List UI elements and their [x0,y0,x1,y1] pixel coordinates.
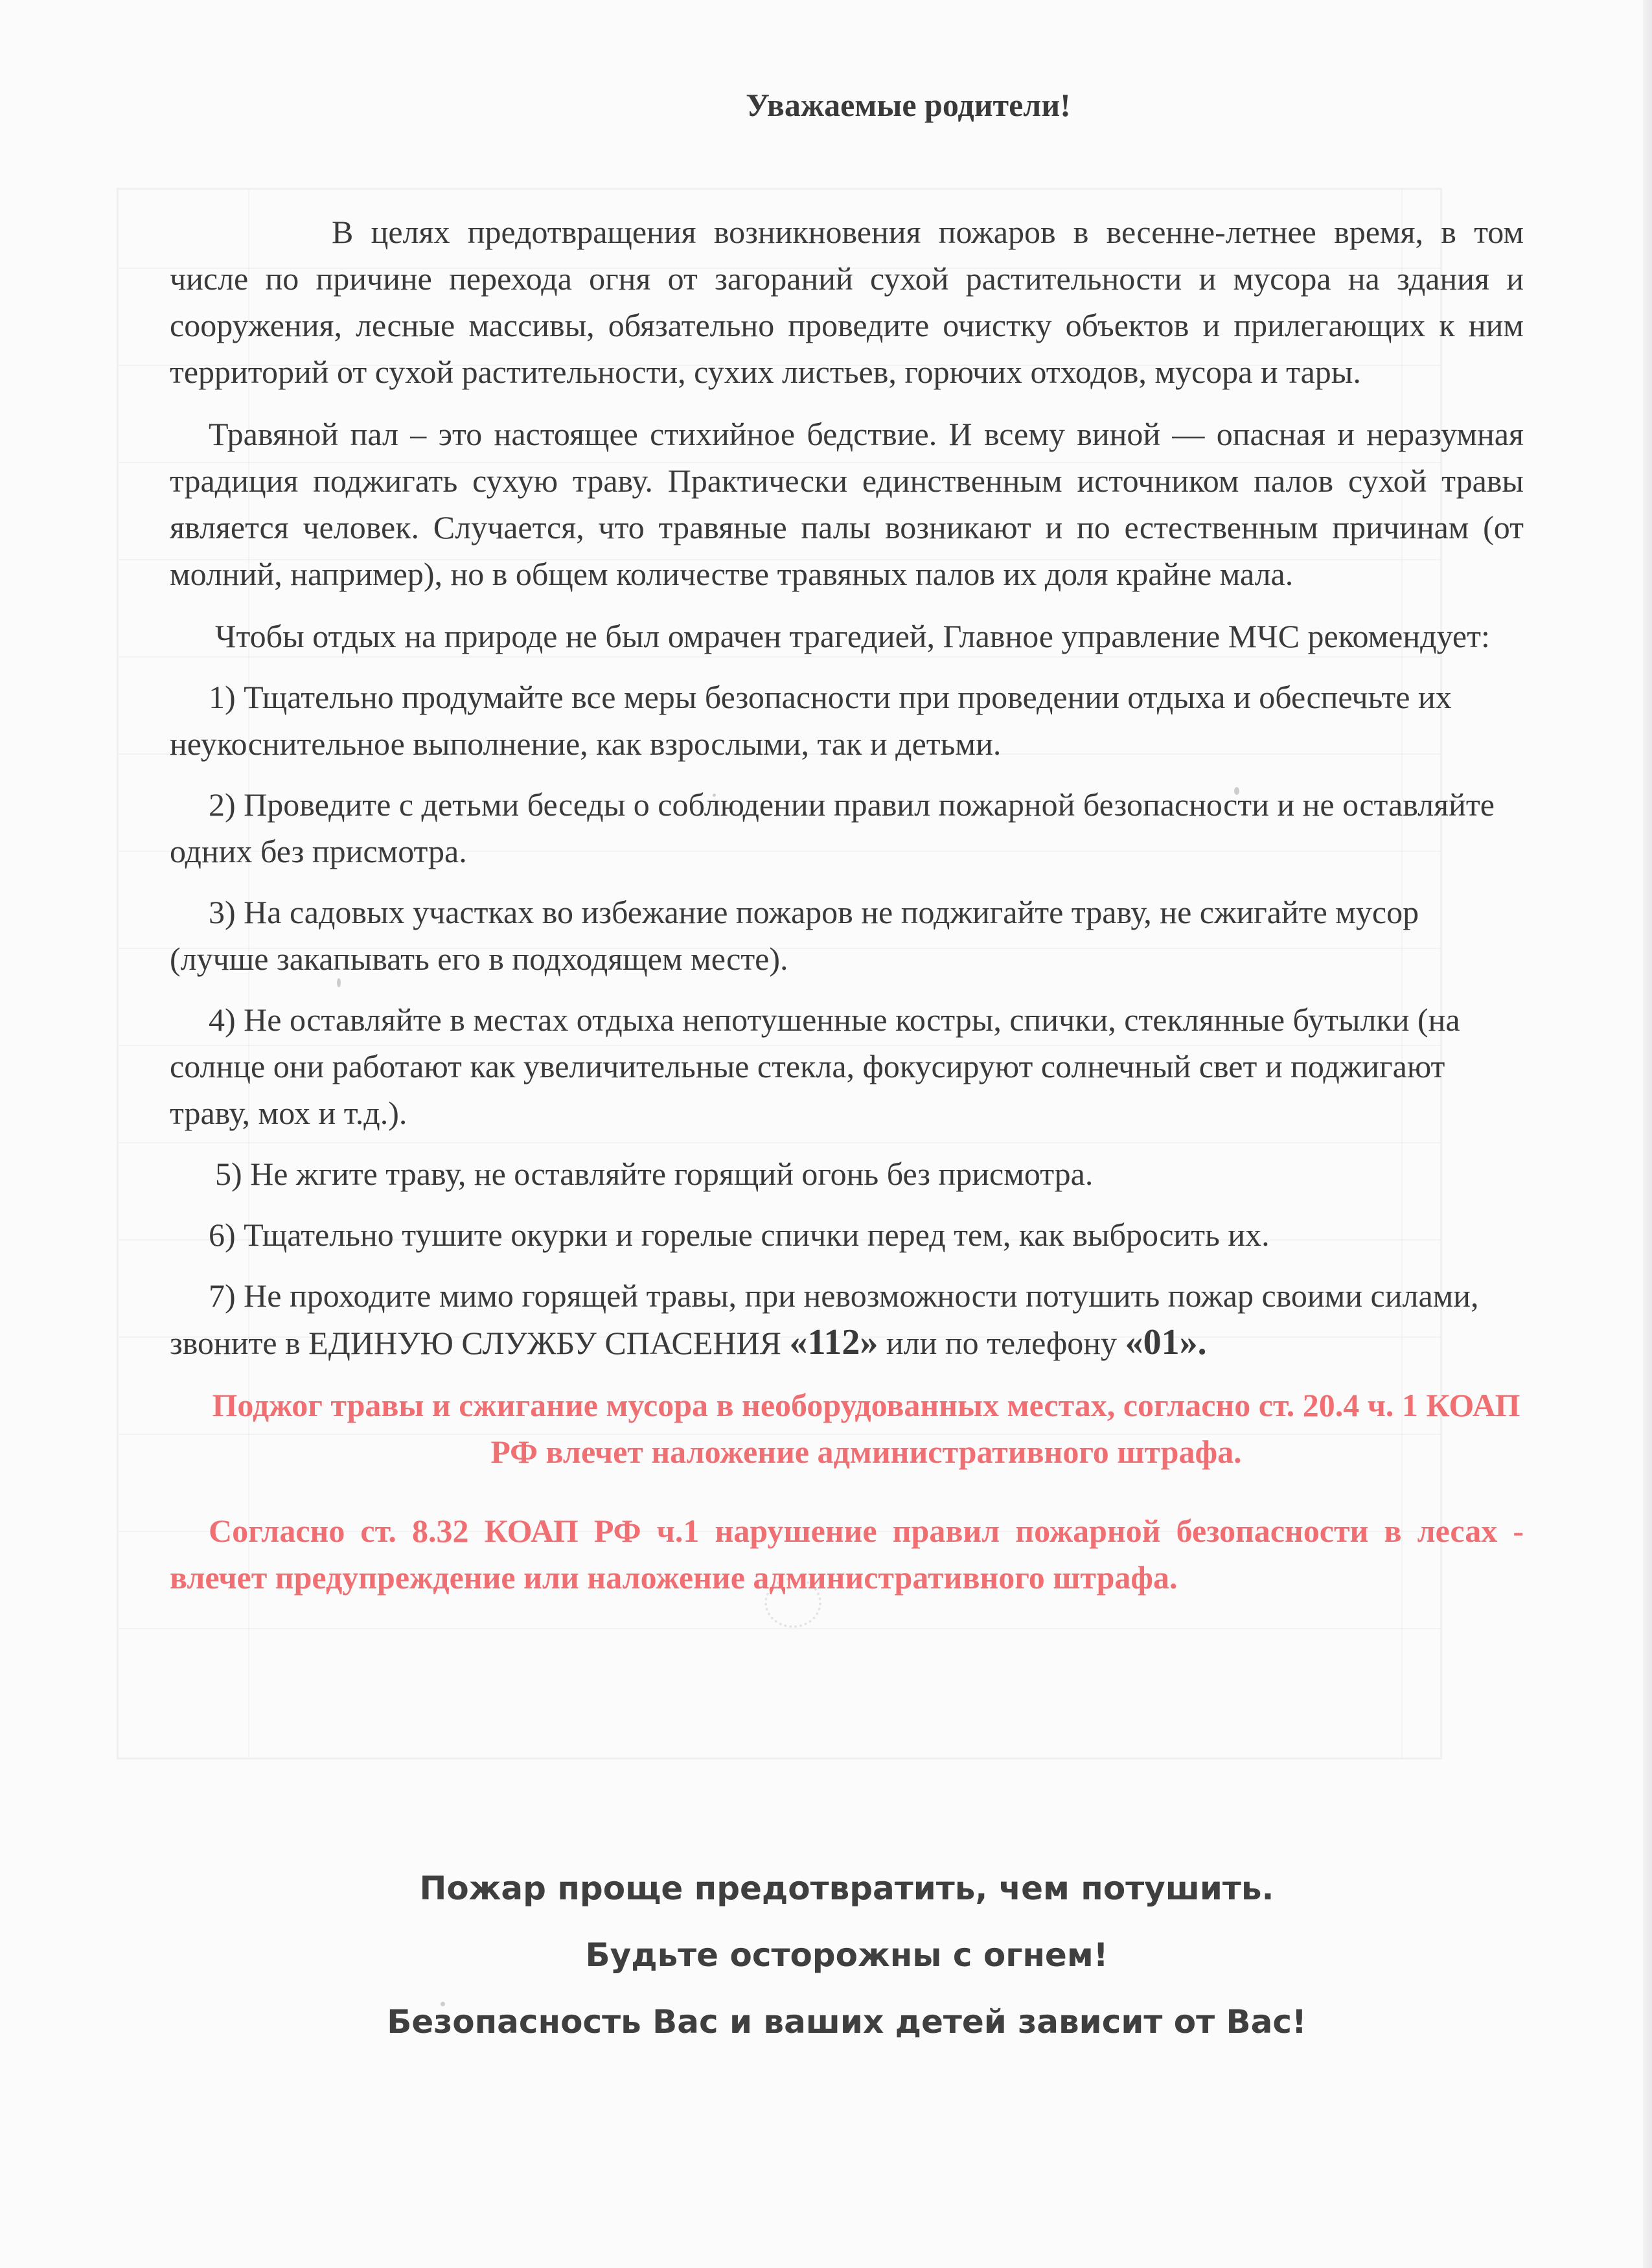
recommendation-item-4: 4) Не оставляйте в местах отдыха непотушенные костры, спички, стеклянные бутылки (на солнце они работают как увеличительные стекла, фокусируют солнечный свет и поджигают траву, мох и т.д.). [170,1002,1460,1131]
recommendation-item-3: 3) На садовых участках во избежание пожаров не поджигайте траву, не сжигайте мусор (лучше закапывать его в подходящем месте). [170,894,1419,977]
scan-edge-shadow [1643,0,1652,2268]
warning-fine-forest-safety: Согласно ст. 8.32 КОАП РФ ч.1 нарушение правил пожарной безопасности в лесах - влечет предупреждение или наложение административного штрафа. [170,1513,1524,1596]
slogan-prevent: Пожар проще предотвратить, чем потушить. [419,1870,1274,1907]
grass-fire-paragraph: Травяной пал – это настоящее стихийное бедствие. И всему виной — опасная и неразумная традиция поджигать сухую траву. Практически единственным источником палов сухой травы является человек. Случается, что травяные палы возникают и по естественным причинам (от молний, например), но в общем количестве травяных палов их доля крайне мала. [170,416,1524,592]
recommendation-item-6: 6) Тщательно тушите окурки и горелые спички перед тем, как выбросить их. [209,1217,1270,1253]
fire-phone-number-01: «01». [1125,1322,1207,1362]
recommendation-item-2: 2) Проведите с детьми беседы о соблюдении правил пожарной безопасности и не оставляйте одних без присмотра. [170,786,1495,869]
slogans-block [170,1866,1524,2066]
rescue-number-112: «112» [789,1322,878,1362]
document-title: Уважаемые родители! [746,87,1071,123]
item-7-text-b: или по телефону [878,1325,1125,1361]
document-body [170,78,1524,1633]
intro-paragraph: В целях предотвращения возникновения пожаров в весенне-летнее время, в том числе по причине перехода огня от загораний сухой растительности и мусора на здания и сооружения, лесные массивы, обязательно проведите очистку объектов и прилегающих к ним территорий от сухой растительности, сухих листьев, горючих отходов, мусора и тары. [170,214,1524,390]
slogan-safety: Безопасность Вас и ваших детей зависит от Вас! [387,2003,1307,2041]
recommendation-item-1: 1) Тщательно продумайте все меры безопасности при проведении отдыха и обеспечьте их неукоснительное выполнение, как взрослыми, так и детьми. [170,679,1452,762]
recommendation-intro: Чтобы отдых на природе не был омрачен трагедией, Главное управление МЧС рекомендует: [215,618,1490,654]
item-7-text-a: 7) Не проходите мимо горящей травы, при невозможности потушить пожар своими силами, звоните в ЕДИНУЮ СЛУЖБУ СПАСЕНИЯ [170,1277,1479,1361]
slogan-careful: Будьте осторожны с огнем! [585,1936,1108,1974]
warning-fine-grass-burning: Поджог травы и сжигание мусора в необорудованных местах, согласно ст. 20.4 ч. 1 КОАП РФ влечет наложение административного штрафа. [212,1387,1520,1470]
recommendation-item-5: 5) Не жгите траву, не оставляйте горящий огонь без присмотра. [215,1156,1094,1192]
recommendation-item-7 [170,1272,1524,1366]
